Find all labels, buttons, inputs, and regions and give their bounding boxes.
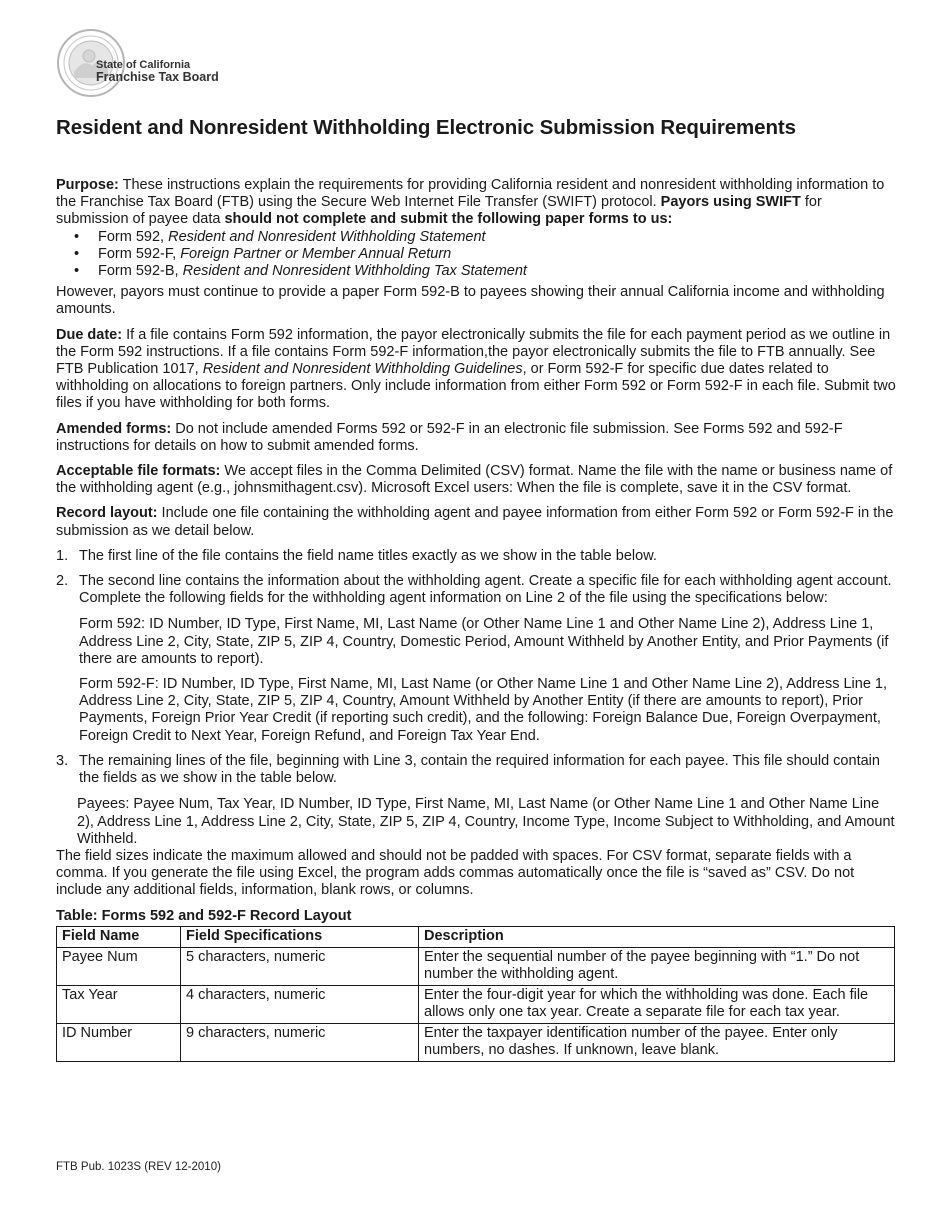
amended-text: Do not include amended Forms 592 or 592-F in an electronic file submission. See Forms 592 and 592-F instructions for details on how to submit amended forms. [56, 420, 843, 454]
table-row [57, 985, 895, 1023]
record-layout-paragraph [56, 505, 896, 539]
table-title: Table: Forms 592 and 592-F Record Layout [56, 907, 352, 924]
steps-list [56, 548, 896, 848]
table-cell: Tax Year [57, 985, 181, 1023]
however-paragraph: However, payors must continue to provide a paper Form 592-B to payees showing their annual California income and withholding amounts. [56, 284, 885, 318]
due-date-label: Due date: [56, 326, 123, 343]
agency-line-1: State of California [96, 59, 191, 71]
formats-paragraph [56, 463, 896, 497]
step-1 [56, 548, 896, 565]
table-cell: Enter the taxpayer identification number of the payee. Enter only numbers, no dashes. If unknown, leave blank. [419, 1023, 895, 1061]
publication-footer: FTB Pub. 1023S (REV 12-2010) [56, 1161, 221, 1173]
step-number: 3. [56, 752, 69, 769]
agency-name [96, 59, 219, 83]
form-number: Form 592-F, [98, 245, 181, 262]
step-number: 1. [56, 547, 69, 564]
document-body [56, 177, 896, 1062]
amended-paragraph [56, 421, 896, 455]
purpose-paragraph [56, 177, 896, 229]
step-text: The first line of the file contains the field name titles exactly as we show in the table below. [79, 547, 657, 564]
form-number: Form 592, [98, 228, 169, 245]
form-592-fields: Form 592: ID Number, ID Type, First Name, MI, Last Name (or Other Name Line 1 and Other Name Line 2), Address Line 1, Address Line 2, City, State, ZIP 5, ZIP 4, Country, Domestic Period, Amount Withheld by Another Entity, and Prior Payments (if there are amounts to report). [79, 616, 889, 667]
due-date-text-1: If a file contains Form 592 information, the payor electronically submits the file for each payment period as we outline in the Form 592 instructions. If a file contains Form 592-F information,the payor electronically submits the file to FTB annually. See FTB Publication 1017, [56, 326, 891, 378]
step-text: The remaining lines of the file, beginning with Line 3, contain the required information for each payee. This file should contain the fields as we show in the table below. [79, 752, 880, 787]
purpose-bold-1: Payors using SWIFT [660, 194, 801, 211]
list-item [56, 229, 896, 246]
field-sizes-paragraph: The field sizes indicate the maximum allowed and should not be padded with spaces. For CSV format, separate fields with a comma. If you generate the file using Excel, the program adds commas automatically once the file is “saved as” CSV. Do not include any additional fields, information, blank rows, or columns. [56, 847, 855, 899]
amended-label: Amended forms: [56, 420, 172, 437]
form-name: Resident and Nonresident Withholding Tax Statement [182, 263, 527, 280]
form-592f-fields: Form 592-F: ID Number, ID Type, First Name, MI, Last Name (or Other Name Line 1 and Other Name Line 2), Address Line 1, Address Line 2, City, State, ZIP 5, ZIP 4, Country, Amount Withheld by Another Entity (if there are amounts to report), Prior Payments, Foreign Prior Year Credit (if reporting such credit), and the following: Foreign Balance Due, Foreign Overpayment, Foreign Credit to Next Year, Foreign Refund, and Foreign Tax Year End. [79, 676, 888, 744]
list-item [56, 263, 896, 280]
step-text: The second line contains the information about the withholding agent. Create a specific file for each withholding agent account. Complete the following fields for the withholding agent information on Line 2 of the file using the specifications below: [79, 573, 892, 607]
due-date-publication: Resident and Nonresident Withholding Guidelines [202, 361, 523, 378]
agency-logo [56, 28, 276, 98]
agency-line-2: Franchise Tax Board [96, 70, 219, 84]
table-row [57, 947, 895, 985]
table-row [57, 1023, 895, 1061]
due-date-paragraph [56, 327, 896, 413]
step-3 [56, 753, 896, 848]
table-cell: 5 characters, numeric [181, 947, 419, 985]
column-header: Field Specifications [181, 926, 419, 947]
form-name: Foreign Partner or Member Annual Return [180, 245, 452, 262]
record-layout-text: Include one file containing the withholding agent and payee information from either Form 592 or Form 592-F in the submission as we detail below. [56, 505, 894, 539]
purpose-bold-2: should not complete and submit the following paper forms to us: [224, 211, 673, 228]
page-title: Resident and Nonresident Withholding Electronic Submission Requirements [56, 116, 796, 139]
form-name: Resident and Nonresident Withholding Statement [168, 228, 486, 245]
payee-fields: Payees: Payee Num, Tax Year, ID Number, ID Type, First Name, MI, Last Name (or Other Name Line 1 and Other Name Line 2), Address Line 1, Address Line 2, City, State, ZIP 5, ZIP 4, Country, Income Type, Income Subject to Withholding, and Amount Withheld. [77, 796, 895, 847]
table-cell: Payee Num [57, 947, 181, 985]
purpose-label: Purpose: [56, 177, 119, 193]
record-layout-label: Record layout: [56, 505, 158, 522]
column-header: Field Name [57, 926, 181, 947]
bullet-icon: • [74, 228, 80, 245]
table-cell: 4 characters, numeric [181, 985, 419, 1023]
step-2 [56, 573, 896, 745]
formats-text: We accept files in the Comma Delimited (CSV) format. Name the file with the name or business name of the withholding agent (e.g., johnsmithagent.csv). Microsoft Excel users: When the file is complete, save it in the CSV format. [56, 463, 893, 497]
table-cell: Enter the four-digit year for which the withholding was done. Each file allows only one tax year. Create a separate file for each tax year. [419, 985, 895, 1023]
formats-label: Acceptable file formats: [56, 463, 221, 480]
purpose-text-1: These instructions explain the requirements for providing California resident and nonresident withholding information to the Franchise Tax Board (FTB) using the Secure Web Internet File Transfer (SWIFT) protocol. [56, 177, 885, 211]
table-cell: 9 characters, numeric [181, 1023, 419, 1061]
table-cell: ID Number [57, 1023, 181, 1061]
column-header: Description [419, 926, 895, 947]
due-date-text-2: , or Form 592-F for specific due dates related to withholding on allocations to foreign partners. Only include information from either Form 592 or Form 592-F in each file. Submit two files if you have withholding for both forms. [56, 361, 896, 412]
table-header-row [57, 926, 895, 947]
list-item [56, 246, 896, 263]
table-cell: Enter the sequential number of the payee beginning with “1.” Do not number the withholding agent. [419, 947, 895, 985]
bullet-icon: • [74, 245, 80, 262]
step-number: 2. [56, 573, 69, 590]
form-number: Form 592-B, [98, 263, 183, 280]
forms-list [56, 229, 896, 281]
record-layout-table [56, 926, 895, 1062]
bullet-icon: • [74, 263, 80, 280]
purpose-text-2: for submission of payee data [56, 194, 822, 228]
